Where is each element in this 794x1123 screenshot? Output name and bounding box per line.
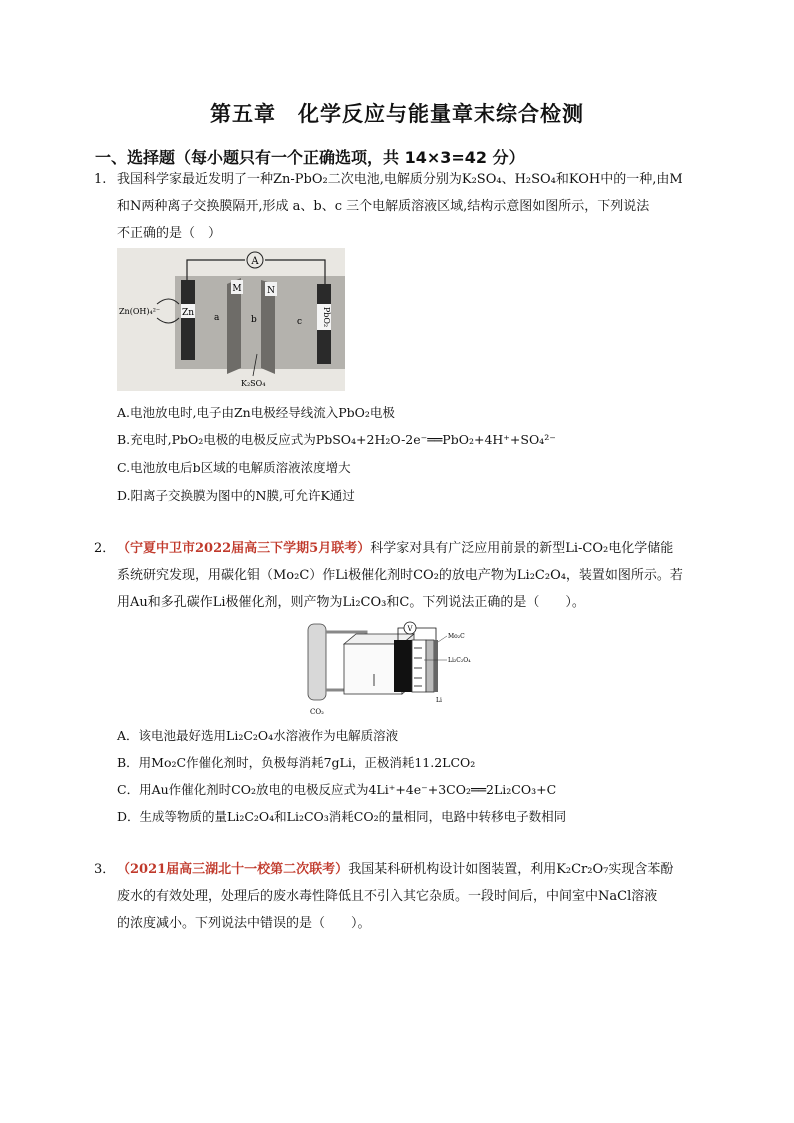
co2-label: CO₂ [310,708,324,716]
question-3-line-3: 的浓度减小。下列说法中错误的是（ ）。 [117,916,371,931]
question-1-option-c: C.电池放电后b区域的电解质溶液浓度增大 [117,460,351,475]
question-2-stem [94,535,707,616]
m-membrane-label: M [232,284,242,294]
question-1-stem [94,166,707,247]
question-2-option-b: B．用Mo₂C作催化剂时，负极每消耗7gLi，正极消耗11.2LCO₂ [117,755,476,770]
n-membrane-label: N [267,286,275,296]
question-1-option-a: A.电池放电时,电子由Zn电极经导线流入PbO₂电极 [117,405,395,420]
question-3-stem [94,856,707,937]
region-c-label: c [297,317,303,327]
li-label: Li [436,697,442,704]
mo2c-label: Mo₂C [448,633,465,640]
ammeter-label: A [251,256,259,267]
section-heading: 一、选择题（每小题只有一个正确选项，共 14×3=42 分） [95,148,525,167]
question-2-li-co2-figure [300,620,480,718]
li2c2o4-label: Li₂C₂O₄ [448,657,471,664]
question-1-line-1: 我国科学家最近发明了一种Zn-PbO₂二次电池,电解质分别为K₂SO₄、H₂SO₄和KOH中的一种,由M [117,172,683,187]
question-2-option-c: C．用Au作催化剂时CO₂放电的电极反应式为4Li⁺+4e⁻+3CO₂══2Li₂CO₃+C [117,782,557,797]
question-2-line-2: 系统研究发现，用碳化钼（Mo₂C）作Li极催化剂时CO₂的放电产物为Li₂C₂O₄，装置如图所示。若 [117,568,683,583]
question-2-line-1: 科学家对具有广泛应用前景的新型Li-CO₂电化学储能 [370,541,674,556]
k2so4-label: K₂SO₄ [241,379,266,388]
pbo2-electrode-label: PbO₂ [322,306,331,328]
question-2-source: （宁夏中卫市2022届高三下学期5月联考） [117,541,371,556]
question-1-number: 1. [94,172,107,187]
question-1-option-d: D.阳离子交换膜为图中的N膜,可允许K通过 [117,488,355,503]
voltmeter-label: V [407,625,413,633]
question-1-battery-figure [117,248,345,391]
question-1-option-b: B.充电时,PbO₂电极的电极反应式为PbSO₄+2H₂O-2e⁻══PbO₂+4H⁺+SO₄²⁻ [117,432,556,447]
zn-electrode-label: Zn [181,308,195,318]
question-3-source: （2021届高三湖北十一校第二次联考） [117,862,349,877]
question-2-option-d: D．生成等物质的量Li₂C₂O₄和Li₂CO₃消耗CO₂的量相同，电路中转移电子数相同 [117,809,567,824]
page-title: 第五章 化学反应与能量章末综合检测 [210,102,584,126]
question-2-option-a: A．该电池最好选用Li₂C₂O₄水溶液作为电解质溶液 [117,728,399,743]
question-3-line-1: 我国某科研机构设计如图装置，利用K₂Cr₂O₇实现含苯酚 [348,862,674,877]
question-3-line-2: 废水的有效处理，处理后的废水毒性降低且不引入其它杂质。一段时间后，中间室中NaCl溶液 [117,889,658,904]
question-1-line-3: 不正确的是（ ） [117,226,222,241]
region-a-label: a [214,313,220,323]
zincate-label: Zn(OH)₄²⁻ [119,307,161,316]
question-3-number: 3． [94,862,116,877]
question-2-line-3: 用Au和多孔碳作Li极催化剂，则产物为Li₂CO₃和C。下列说法正确的是（ ）。 [117,595,585,610]
region-b-label: b [251,315,257,325]
question-1-line-2: 和N两种离子交换膜隔开,形成 a、b、c 三个电解质溶液区域,结构示意图如图所示，下列说法 [117,199,650,214]
question-2-number: 2． [94,541,116,556]
